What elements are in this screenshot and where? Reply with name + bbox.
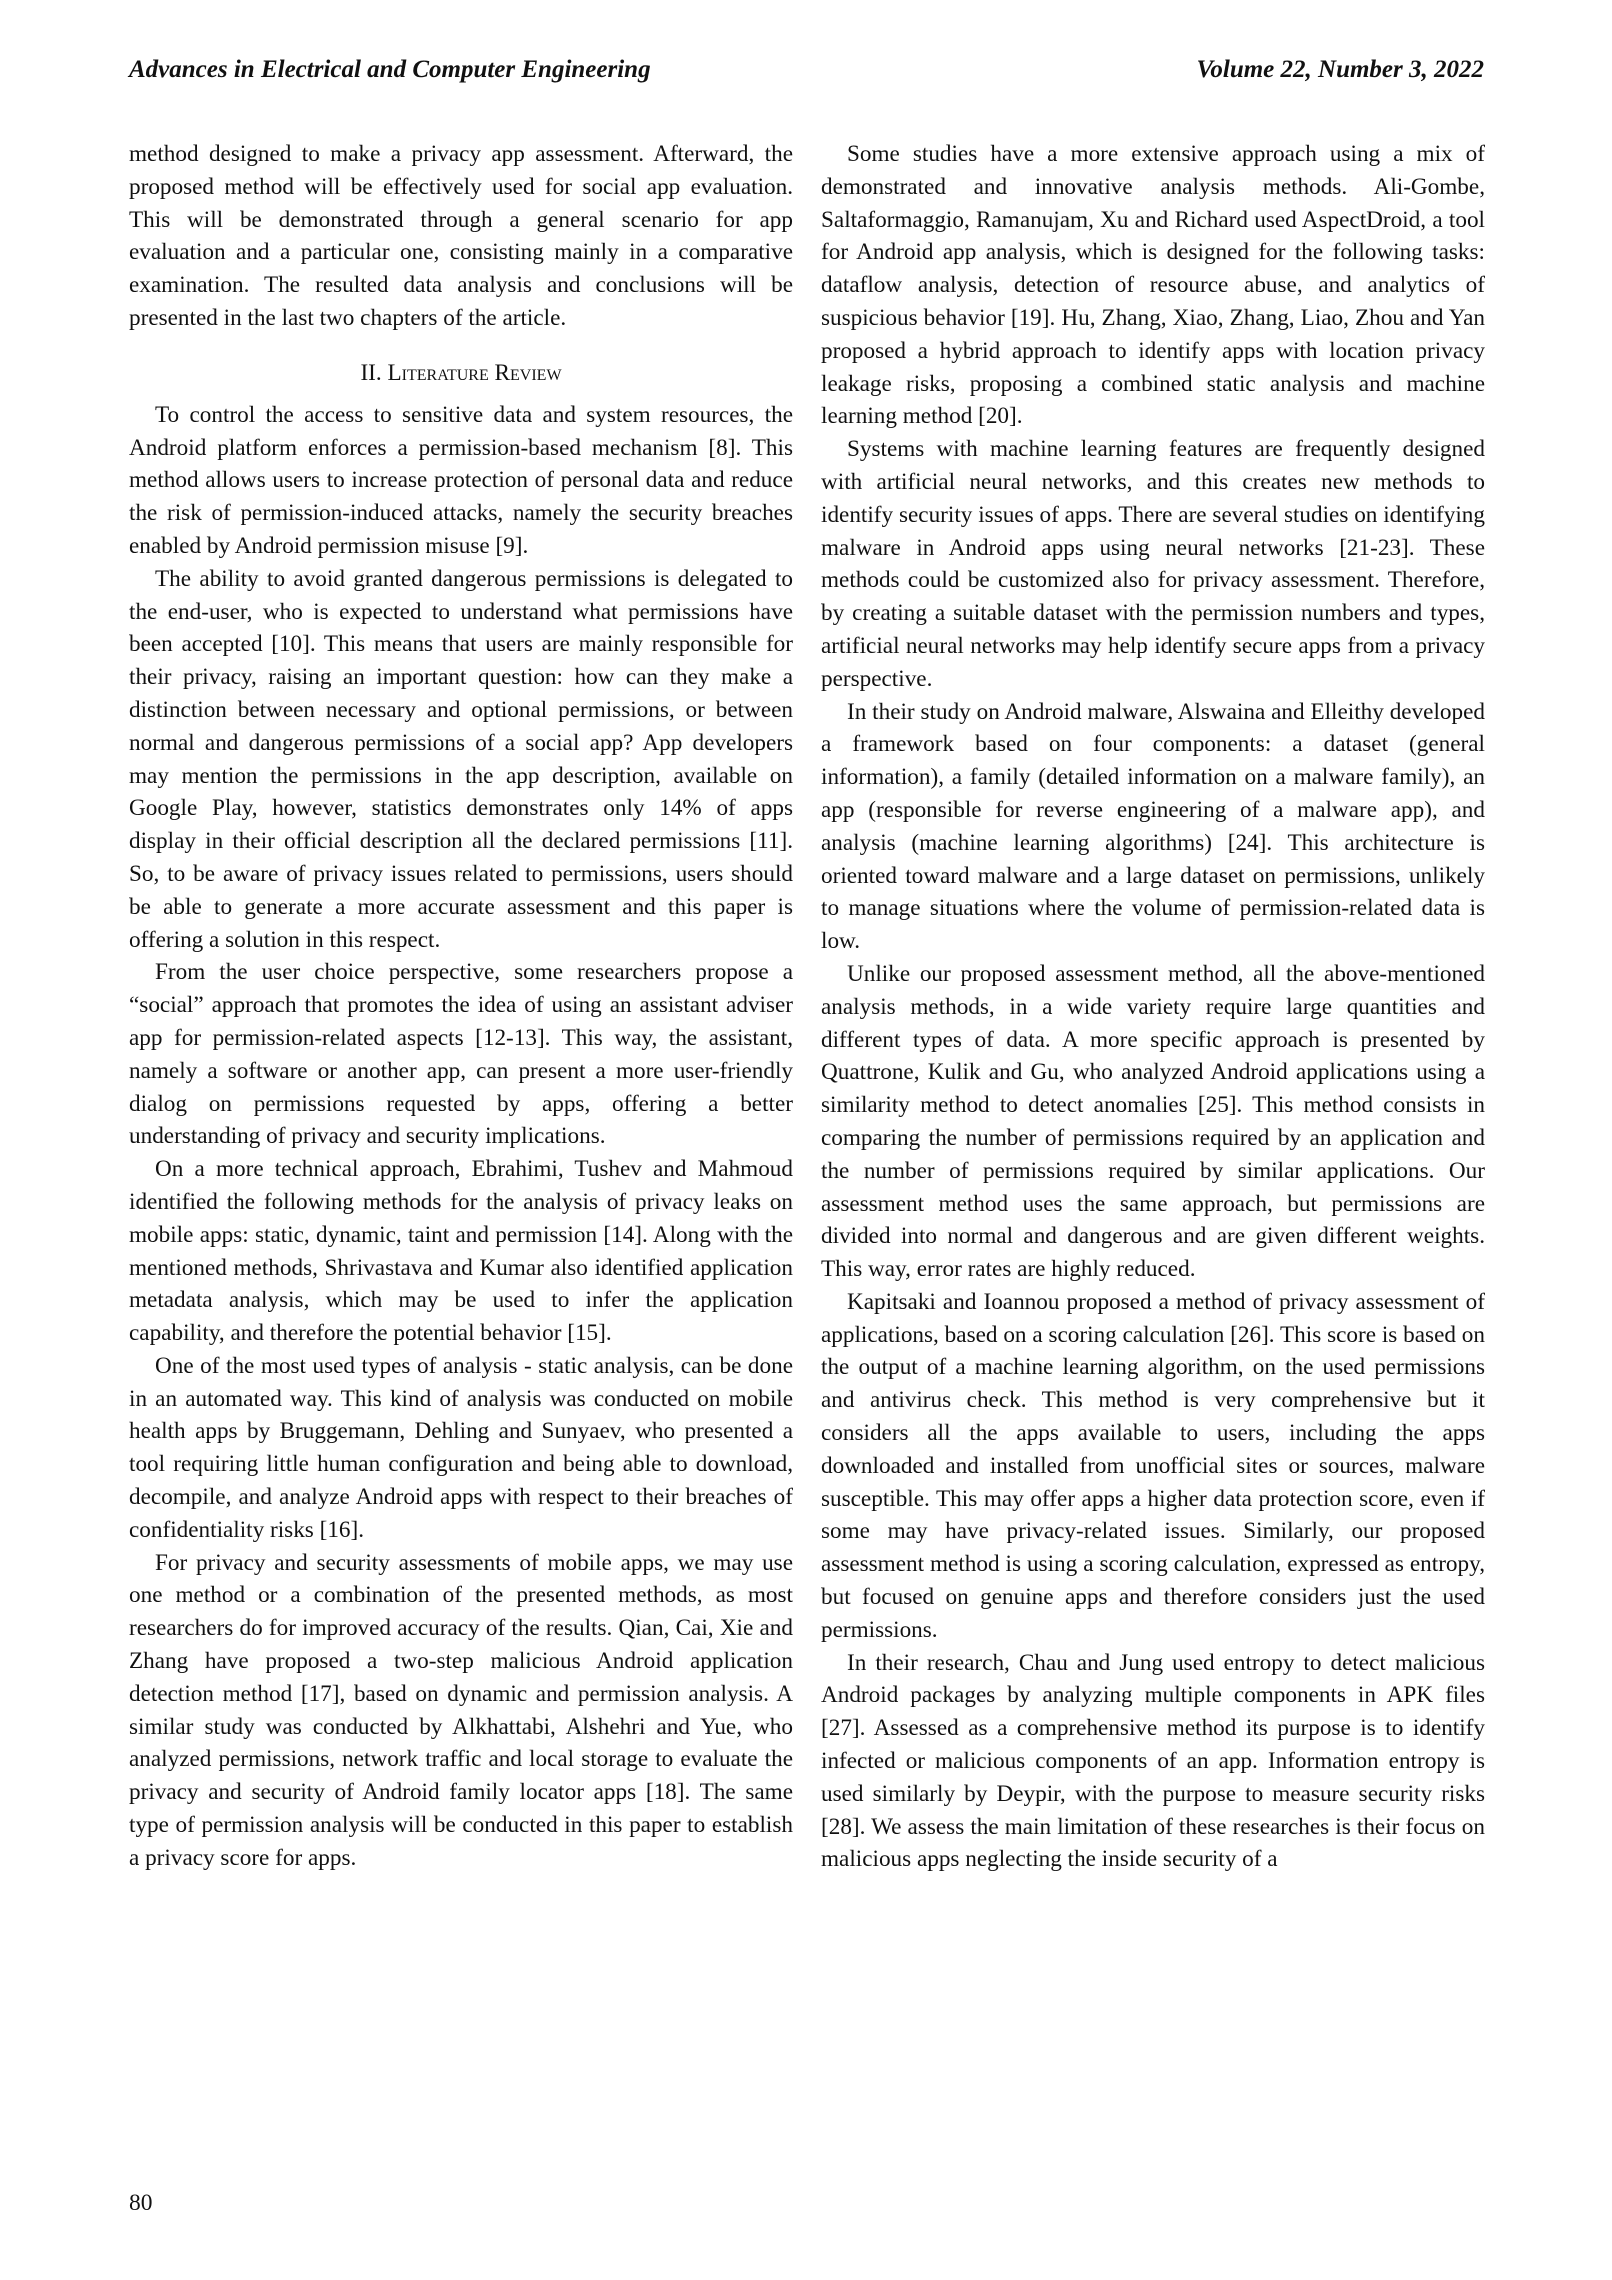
section-heading	[129, 357, 793, 389]
journal-title: Advances in Electrical and Computer Engineering	[129, 56, 651, 83]
page-number: 80	[129, 2190, 153, 2216]
paragraph: One of the most used types of analysis - static analysis, can be done in an automated way. This kind of analysis was conducted on mobile health apps by Bruggemann, Dehling and Sunyaev, who presented a tool requiring little human configuration and being able to download, decompile, and analyze Android apps with respect to their breaches of confidentiality risks [16].	[129, 1352, 793, 1543]
left-column	[129, 138, 793, 1875]
paragraph: The ability to avoid granted dangerous permissions is delegated to the end-user, who is expected to understand what permissions have been accepted [10]. This means that users are mainly responsible for their privacy, raising an important question: how can they make a distinction between necessary and optional permissions, or between normal and dangerous permissions of a social app? App developers may mention the permissions in the app description, available on Google Play, however, statistics demonstrates only 14% of apps display in their official description all the declared permissions [11]. So, to be aware of privacy issues related to permissions, users should be able to generate a more accurate assessment and this paper is offering a solution in this respect.	[129, 565, 793, 953]
right-column	[821, 138, 1485, 1876]
section-title: Literature Review	[387, 359, 562, 386]
running-header	[129, 50, 1484, 90]
paragraph: From the user choice perspective, some researchers propose a “social” approach that promotes the idea of using an assistant adviser app for permission-related aspects [12-13]. This way, the assistant, namely a software or another app, can present a more user-friendly dialog on permissions requested by apps, offering a better understanding of privacy and security implications.	[129, 959, 793, 1150]
section-number: II.	[360, 359, 382, 386]
paragraph: Kapitsaki and Ioannou proposed a method of privacy assessment of applications, based on a scoring calculation [26]. This score is based on the output of a machine learning algorithm, on the used permissions and antivirus check. This method is very comprehensive but it considers all the apps available to users, including the apps downloaded and installed from unofficial sites or sources, malware susceptible. This may offer apps a higher data protection score, even if some may have privacy-related issues. Similarly, our proposed assessment method is using a scoring calculation, expressed as entropy, but focused on genuine apps and therefore considers just the used permissions.	[821, 1288, 1485, 1643]
paragraph: To control the access to sensitive data and system resources, the Android platform enforces a permission-based mechanism [8]. This method allows users to increase protection of personal data and reduce the risk of permission-induced attacks, namely the security breaches enabled by Android permission misuse [9].	[129, 401, 793, 559]
paragraph: In their study on Android malware, Alswaina and Elleithy developed a framework based on four components: a dataset (general information), a family (detailed information on a malware family), an app (responsible for reverse engineering of a malware app), and analysis (machine learning algorithms) [24]. This architecture is oriented toward malware and a large dataset on permissions, unlikely to manage situations where the volume of permission-related data is low.	[821, 698, 1485, 955]
paragraph: For privacy and security assessments of mobile apps, we may use one method or a combination of the presented methods, as most researchers do for improved accuracy of the results. Qian, Cai, Xie and Zhang have proposed a two-step malicious Android application detection method [17], based on dynamic and permission analysis. A similar study was conducted by Alkhattabi, Alshehri and Yue, who analyzed permissions, network traffic and local storage to evaluate the privacy and security of Android family locator apps [18]. The same type of permission analysis will be conducted in this paper to establish a privacy score for apps.	[129, 1549, 793, 1871]
volume-info: Volume 22, Number 3, 2022	[1196, 56, 1484, 83]
paragraph: Unlike our proposed assessment method, all the above-mentioned analysis methods, in a wide variety require large quantities and different types of data. A more specific approach is presented by Quattrone, Kulik and Gu, who analyzed Android applications using a similarity method to detect anomalies [25]. This method consists in comparing the number of permissions required by an application and the number of permissions required by similar applications. Our assessment method uses the same approach, but permissions are divided into normal and dangerous and are given different weights. This way, error rates are highly reduced.	[821, 960, 1485, 1283]
paragraph: On a more technical approach, Ebrahimi, Tushev and Mahmoud identified the following methods for the analysis of privacy leaks on mobile apps: static, dynamic, taint and permission [14]. Along with the mentioned methods, Shrivastava and Kumar also identified application metadata analysis, which may be used to infer the application capability, and therefore the potential behavior [15].	[129, 1156, 793, 1347]
paragraph: Systems with machine learning features are frequently designed with artificial neural networks, and this creates new methods to identify security issues of apps. There are several studies on identifying malware in Android apps using neural networks [21-23]. These methods could be customized also for privacy assessment. Therefore, by creating a suitable dataset with the permission numbers and types, artificial neural networks may help identify secure apps from a privacy perspective.	[821, 436, 1485, 692]
paragraph: Some studies have a more extensive approach using a mix of demonstrated and innovative analysis methods. Ali-Gombe, Saltaformaggio, Ramanujam, Xu and Richard used AspectDroid, a tool for Android app analysis, which is designed for the following tasks: dataflow analysis, detection of resource abuse, and analytics of suspicious behavior [19]. Hu, Zhang, Xiao, Zhang, Liao, Zhou and Yan proposed a hybrid approach to identify apps with location privacy leakage risks, proposing a combined static analysis and machine learning method [20].	[821, 141, 1485, 430]
paragraph: method designed to make a privacy app assessment. Afterward, the proposed method will be effectively used for social app evaluation. This will be demonstrated through a general scenario for app evaluation and a particular one, consisting mainly in a comparative examination. The resulted data analysis and conclusions will be presented in the last two chapters of the article.	[129, 141, 793, 331]
paragraph: In their research, Chau and Jung used entropy to detect malicious Android packages by analyzing multiple components in APK files [27]. Assessed as a comprehensive method its purpose is to identify infected or malicious components of an app. Information entropy is used similarly by Deypir, with the purpose to measure security risks [28]. We assess the main limitation of these researches is their focus on malicious apps neglecting the inside security of a	[821, 1649, 1485, 1873]
